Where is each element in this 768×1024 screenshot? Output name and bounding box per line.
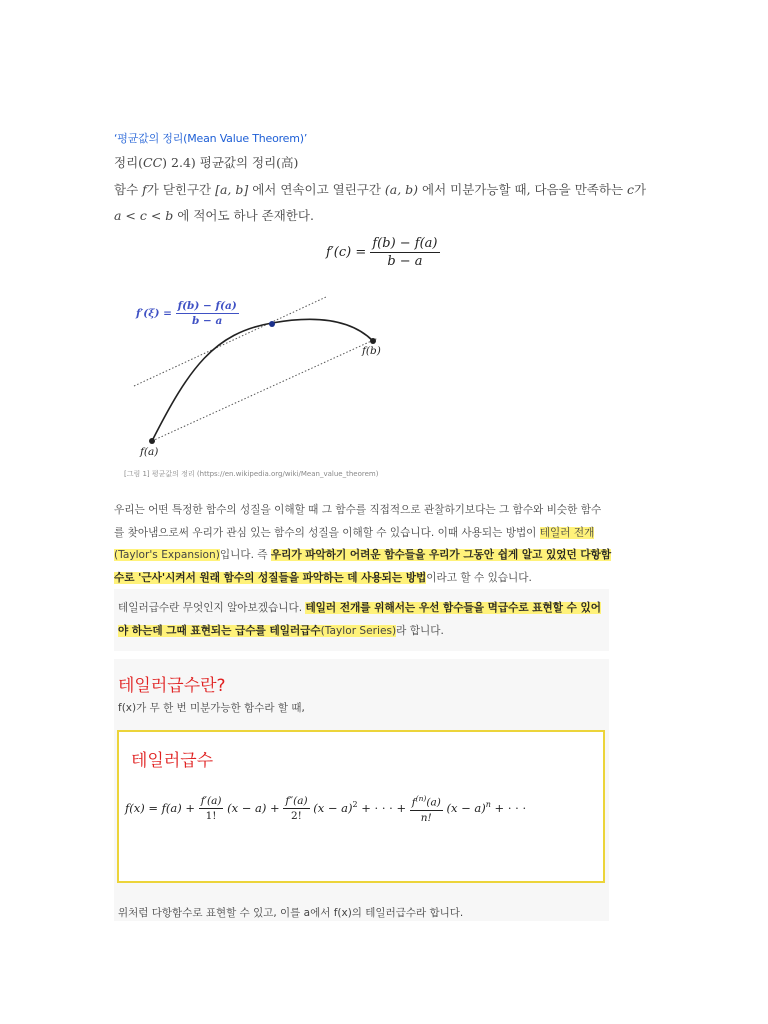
- point-xi: [269, 321, 275, 327]
- highlight-taylors-expansion-en: (Taylor's Expansion): [114, 549, 220, 561]
- theorem-label-pre: 정리(: [114, 155, 144, 170]
- series-term-1-tail: (x − a) +: [227, 800, 280, 815]
- series-lhs: f(x) = f(a) +: [125, 800, 196, 815]
- highlight-bold-text: 수로 '근사'시켜서 원래 함수의 성질들을 파악하는 데 사용되는 방법: [114, 571, 427, 584]
- series-term-1-fraction: [199, 795, 224, 822]
- figure-label-fb: f(b): [362, 345, 381, 357]
- stmt-part: 에서 미분가능할 때, 다음을 만족하는: [418, 182, 628, 197]
- intro-line-1: 우리는 어떤 특정한 함수의 성질을 이해할 때 그 함수를 직접적으로 관찰하기보다는 그 함수와 비슷한 함수: [114, 504, 602, 516]
- intro-text: 를 찾아냄으로써 우리가 관심 있는 함수의 성질을 이해할 수 있습니다. 이때 사용되는 방법이: [114, 526, 540, 539]
- taylor-section-footer: 위처럼 다항함수로 표현할 수 있고, 이를 a에서 f(x)의 테일러급수라 합니다.: [118, 907, 464, 919]
- taylor-intro-plain: 테일러급수란 무엇인지 알아보겠습니다.: [118, 602, 306, 614]
- mvt-formula-numerator: f(b) − f(a): [372, 236, 438, 251]
- taylor-section-title: 테일러급수란?: [118, 676, 226, 696]
- secant-line: [152, 338, 378, 441]
- mvt-heading: ‘평균값의 정리(Mean Value Theorem)’: [114, 132, 308, 145]
- mvt-formula-lhs: f′(c) =: [326, 245, 371, 260]
- taylor-intro-line-2: [118, 620, 601, 643]
- series-term-n-den: n!: [420, 811, 432, 824]
- stmt-inequality: a < c < b: [114, 208, 174, 223]
- taylor-intro-panel: [114, 589, 609, 651]
- series-term-n-tail: (x − a): [446, 800, 486, 815]
- figure-slope-lhs: f′(ξ) =: [136, 307, 172, 320]
- series-term-n-f: f: [411, 796, 416, 809]
- intro-paragraph: [114, 499, 611, 589]
- point-fa: [149, 438, 155, 444]
- stmt-part: 에 적어도 하나 존재한다.: [173, 208, 314, 223]
- taylor-series-formula: [125, 794, 526, 824]
- intro-line-4: [114, 567, 611, 590]
- series-end-ellipsis: + · · ·: [490, 800, 527, 815]
- series-term-2-exponent: 2: [352, 799, 358, 809]
- stmt-part: 가: [634, 182, 647, 197]
- series-term-n-order: (n): [415, 794, 427, 803]
- theorem-label-cc: CC: [143, 155, 163, 170]
- function-curve: [152, 319, 373, 441]
- taylor-box-title: 테일러급수: [131, 751, 214, 771]
- series-term-1-den: 1!: [205, 810, 217, 823]
- series-term-2-fraction: [283, 795, 309, 822]
- stmt-part: 함수: [114, 182, 143, 197]
- taylor-intro-text: [118, 597, 601, 642]
- stmt-var-f: f: [142, 182, 147, 197]
- highlight-bold-text: 테일러 전개를 위해서는 우선 함수들을 멱급수로 표현할 수 있어: [305, 602, 602, 614]
- series-term-2-tail: (x − a): [313, 800, 353, 815]
- taylor-intro-plain: 라 합니다.: [396, 624, 444, 637]
- intro-line-2: [114, 522, 611, 545]
- taylor-intro-line-1: [118, 597, 601, 620]
- series-term-n-num: [410, 794, 443, 811]
- mvt-formula-fraction: [370, 236, 439, 269]
- mvt-formula: [326, 236, 440, 269]
- theorem-statement-line-2: [114, 206, 314, 224]
- series-term-n-arg: (a): [426, 796, 441, 809]
- intro-line-3: [114, 544, 611, 567]
- mvt-formula-denominator: b − a: [387, 254, 423, 269]
- series-term-2-num: f″(a): [285, 795, 308, 808]
- intro-text: 입니다. 즉: [219, 549, 271, 561]
- series-term-2-den: 2!: [290, 810, 302, 823]
- taylor-section-subtitle: f(x)가 무 한 번 미분가능한 함수라 할 때,: [118, 702, 305, 714]
- taylor-series-box: [117, 730, 605, 883]
- stmt-var-c: c: [627, 182, 635, 197]
- figure-slope-denominator: b − a: [192, 315, 223, 327]
- stmt-open-interval: (a, b): [384, 182, 419, 197]
- theorem-label: [114, 153, 298, 171]
- theorem-statement-line-1: [114, 180, 646, 198]
- figure-slope-numerator: f(b) − f(a): [177, 300, 237, 312]
- highlight-bold-text: 우리가 파악하기 어려운 함수들을 우리가 그동안 쉽게 알고 있었던 다항함: [270, 549, 612, 561]
- series-term-n-fraction: [410, 794, 443, 824]
- series-term-n-exponent: n: [485, 799, 491, 809]
- series-ellipsis: + · · · +: [357, 800, 407, 815]
- highlight-taylor-expansion: 테일러 전개: [539, 526, 595, 539]
- highlight-taylor-series-en: (Taylor Series): [320, 624, 397, 637]
- stmt-closed-interval: [a, b]: [215, 182, 249, 197]
- stmt-part: 에서 연속이고 열린구간: [248, 182, 385, 197]
- highlight-bold-text: 야 하는데 그때 표현되는 급수를 테일러급수: [118, 624, 321, 637]
- theorem-label-post: ) 2.4) 평균값의 정리(高): [162, 155, 299, 170]
- stmt-part: 가 닫힌구간: [146, 182, 216, 197]
- figure-slope-fraction: [176, 300, 239, 327]
- figure-caption: [그림 1] 평균값의 정리 (https://en.wikipedia.org/wiki/Mean_value_theorem): [124, 470, 379, 478]
- intro-text: 이라고 할 수 있습니다.: [426, 571, 532, 584]
- point-fb: [370, 338, 376, 344]
- figure-slope-label: [136, 300, 239, 327]
- series-term-1-num: f′(a): [200, 795, 222, 808]
- figure-label-fa: f(a): [140, 446, 159, 458]
